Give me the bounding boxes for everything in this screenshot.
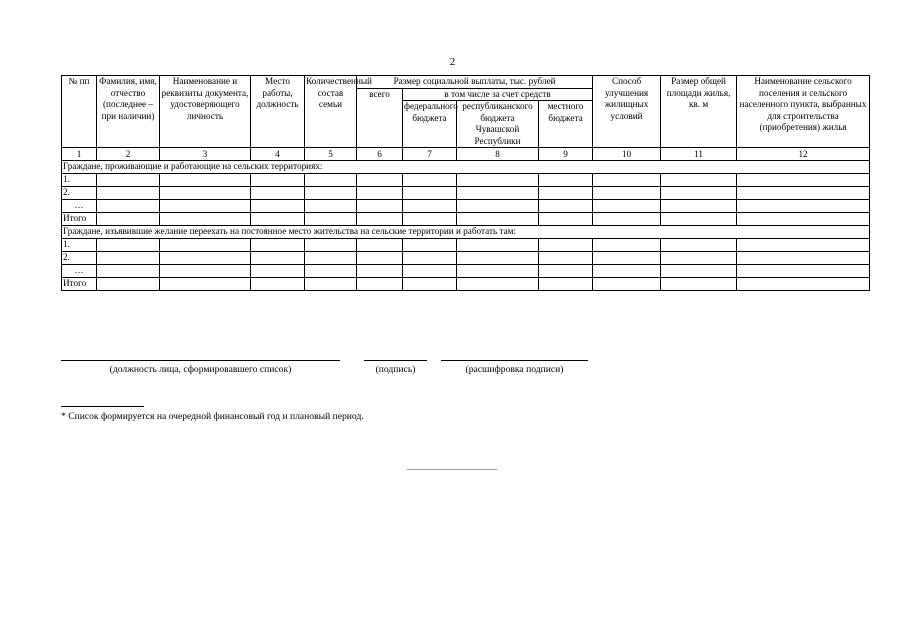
- header-local: местного бюджета: [539, 101, 593, 148]
- header-name: Фамилия, имя, отчество (последнее – при наличии): [97, 76, 160, 148]
- col-number: 7: [403, 148, 457, 161]
- total-label: Итого: [62, 278, 97, 291]
- col-number: 10: [593, 148, 661, 161]
- section-title: Граждане, проживающие и работающие на сельских территориях:: [62, 161, 870, 174]
- col-number: 3: [160, 148, 251, 161]
- page-number: 2: [449, 56, 456, 68]
- column-numbers-row: [62, 148, 870, 161]
- header-row-1: [62, 76, 870, 89]
- row-number: 1.: [62, 239, 97, 252]
- total-label: Итого: [62, 213, 97, 226]
- section-1-header: [62, 161, 870, 174]
- section-2-header: [62, 226, 870, 239]
- col-number: 1: [62, 148, 97, 161]
- table-row: [62, 174, 870, 187]
- col-number: 6: [357, 148, 403, 161]
- end-divider: [407, 469, 497, 470]
- row-number: …: [62, 200, 97, 213]
- col-number: 2: [97, 148, 160, 161]
- col-number: 5: [305, 148, 357, 161]
- table-row: [62, 200, 870, 213]
- signature-block: [364, 360, 427, 375]
- header-document: Наименование и реквизиты документа, удостоверяющего личность: [160, 76, 251, 148]
- header-area: Размер общей площади жилья, кв. м: [661, 76, 737, 148]
- col-number: 4: [251, 148, 305, 161]
- beneficiaries-table: [61, 75, 870, 291]
- header-including: в том числе за счет средств: [403, 88, 593, 101]
- col-number: 8: [457, 148, 539, 161]
- table-row: [62, 239, 870, 252]
- table-row: [62, 265, 870, 278]
- total-row: [62, 213, 870, 226]
- table-row: [62, 187, 870, 200]
- col-number: 9: [539, 148, 593, 161]
- position-signature-block: [61, 360, 340, 375]
- decoding-block: [441, 360, 588, 375]
- header-num: № пп: [62, 76, 97, 148]
- total-row: [62, 278, 870, 291]
- header-federal: федерального бюджета: [403, 101, 457, 148]
- signature-caption: (подпись): [375, 364, 416, 375]
- row-number: 1.: [62, 174, 97, 187]
- table-row: [62, 252, 870, 265]
- row-number: …: [62, 265, 97, 278]
- row-number: 2.: [62, 252, 97, 265]
- header-payment-group: Размер социальной выплаты, тыс. рублей: [357, 76, 593, 89]
- header-total: всего: [357, 88, 403, 148]
- header-settlement: Наименование сельского поселения и сельского населенного пункта, выбранных для строительства (приобретения) жилья: [737, 76, 870, 148]
- col-number: 12: [737, 148, 870, 161]
- footnote-text: * Список формируется на очередной финансовый год и плановый период.: [61, 411, 364, 422]
- section-title: Граждане, изъявившие желание переехать на постоянное место жительства на сельские территории и работать там:: [62, 226, 870, 239]
- footnote-separator: [61, 406, 144, 407]
- position-caption: (должность лица, сформировавшего список): [109, 364, 292, 375]
- row-number: 2.: [62, 187, 97, 200]
- header-republic: республиканского бюджета Чувашской Республики: [457, 101, 539, 148]
- col-number: 11: [661, 148, 737, 161]
- decoding-caption: (расшифровка подписи): [465, 364, 564, 375]
- header-method: Способ улучшения жилищных условий: [593, 76, 661, 148]
- header-workplace: Место работы, должность: [251, 76, 305, 148]
- header-family: Количественный состав семьи: [305, 76, 357, 148]
